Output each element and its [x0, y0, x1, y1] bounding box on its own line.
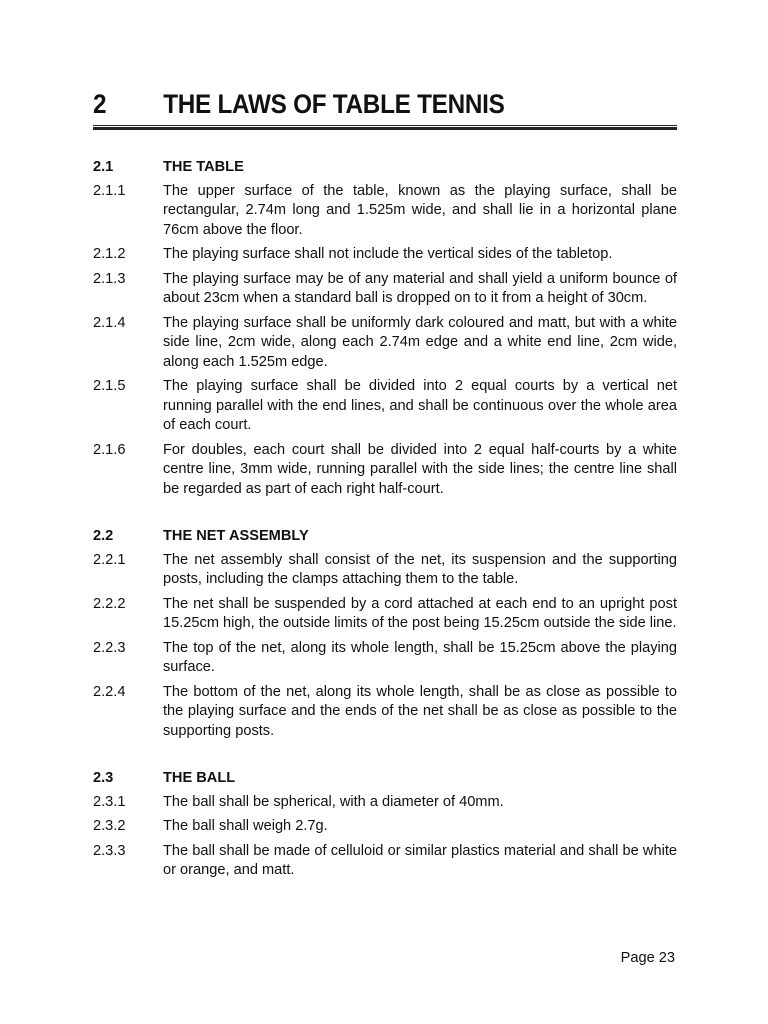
clause-number: 2.3.2 — [93, 818, 126, 834]
clause — [93, 793, 677, 813]
clause — [93, 551, 677, 590]
clause-text: The ball shall be made of celluloid or similar plastics material and shall be white or orange, and matt. — [163, 842, 677, 878]
section-title: THE NET ASSEMBLY — [163, 528, 309, 544]
clause-number: 2.1.6 — [93, 441, 126, 458]
clause — [93, 314, 677, 373]
chapter-title: THE LAWS OF TABLE TENNIS — [163, 89, 505, 119]
clause-number: 2.2.1 — [93, 551, 126, 568]
clause-text: The playing surface shall be uniformly dark coloured and matt, but with a white side line, 2cm wide, along each 2.74m edge and a white end line, 2cm wide, along each 1.525m edge. — [163, 314, 677, 370]
clause-text: The ball shall weigh 2.7g. — [163, 818, 328, 834]
clause-text: The playing surface shall be divided into 2 equal courts by a vertical net running parallel with the end lines, and shall be continuous over the whole area of each court. — [163, 378, 677, 433]
section-the-net-assembly — [93, 527, 677, 741]
document-page — [93, 86, 677, 886]
clause-text: The upper surface of the table, known as the playing surface, shall be rectangular, 2.74m long and 1.525m wide, and shall lie in a horizontal plane 76cm above the floor. — [163, 182, 677, 238]
clause-number: 2.3.1 — [93, 793, 126, 810]
clause — [93, 182, 677, 241]
section-heading — [93, 527, 677, 547]
clause — [93, 817, 677, 837]
clause — [93, 441, 677, 500]
clause-number: 2.1.5 — [93, 378, 126, 394]
clause-number: 2.1.2 — [93, 246, 126, 262]
clause-number: 2.1.3 — [93, 270, 126, 287]
clause-text: The playing surface may be of any material and shall yield a uniform bounce of about 23cm when a standard ball is dropped on to it from a height of 30cm. — [163, 270, 677, 306]
clause-text: For doubles, each court shall be divided into 2 equal half-courts by a white centre line, 3mm wide, running parallel with the side lines; the centre line shall be regarded as part of each right half-court. — [163, 441, 677, 497]
clause-text: The net assembly shall consist of the net, its suspension and the supporting posts, including the clamps attaching them to the table. — [163, 551, 677, 587]
clause — [93, 683, 677, 742]
chapter-heading — [93, 86, 619, 122]
section-title: THE BALL — [163, 770, 236, 786]
clause-text: The playing surface shall not include the vertical sides of the tabletop. — [163, 246, 613, 262]
clause — [93, 842, 677, 881]
section-title: THE TABLE — [163, 159, 244, 175]
clause-number: 2.2.3 — [93, 639, 126, 656]
page-number: Page 23 — [620, 950, 675, 966]
section-heading — [93, 769, 677, 789]
chapter-number: 2 — [93, 89, 107, 119]
clause — [93, 639, 677, 678]
clause-text: The net shall be suspended by a cord attached at each end to an upright post 15.25cm high, the outside limits of the post being 15.25cm outside the side line. — [163, 595, 677, 631]
section-heading — [93, 158, 677, 178]
clause-text: The ball shall be spherical, with a diameter of 40mm. — [163, 793, 504, 810]
section-number: 2.3 — [93, 770, 114, 786]
clause-number: 2.2.4 — [93, 683, 126, 700]
clause-number: 2.1.1 — [93, 182, 126, 199]
section-number: 2.1 — [93, 159, 114, 175]
heading-rule — [93, 125, 677, 130]
section-the-table — [93, 158, 677, 499]
clause — [93, 270, 677, 309]
clause-number: 2.1.4 — [93, 314, 126, 331]
clause-number: 2.3.3 — [93, 842, 126, 859]
clause — [93, 595, 677, 634]
section-number: 2.2 — [93, 528, 114, 544]
clause-text: The bottom of the net, along its whole length, shall be as close as possible to the playing surface and the ends of the net shall be as close as possible to the supporting posts. — [163, 683, 677, 739]
clause — [93, 377, 677, 436]
clause-number: 2.2.2 — [93, 595, 126, 612]
clause-text: The top of the net, along its whole length, shall be 15.25cm above the playing surface. — [163, 639, 677, 675]
clause — [93, 245, 677, 265]
section-the-ball — [93, 769, 677, 881]
